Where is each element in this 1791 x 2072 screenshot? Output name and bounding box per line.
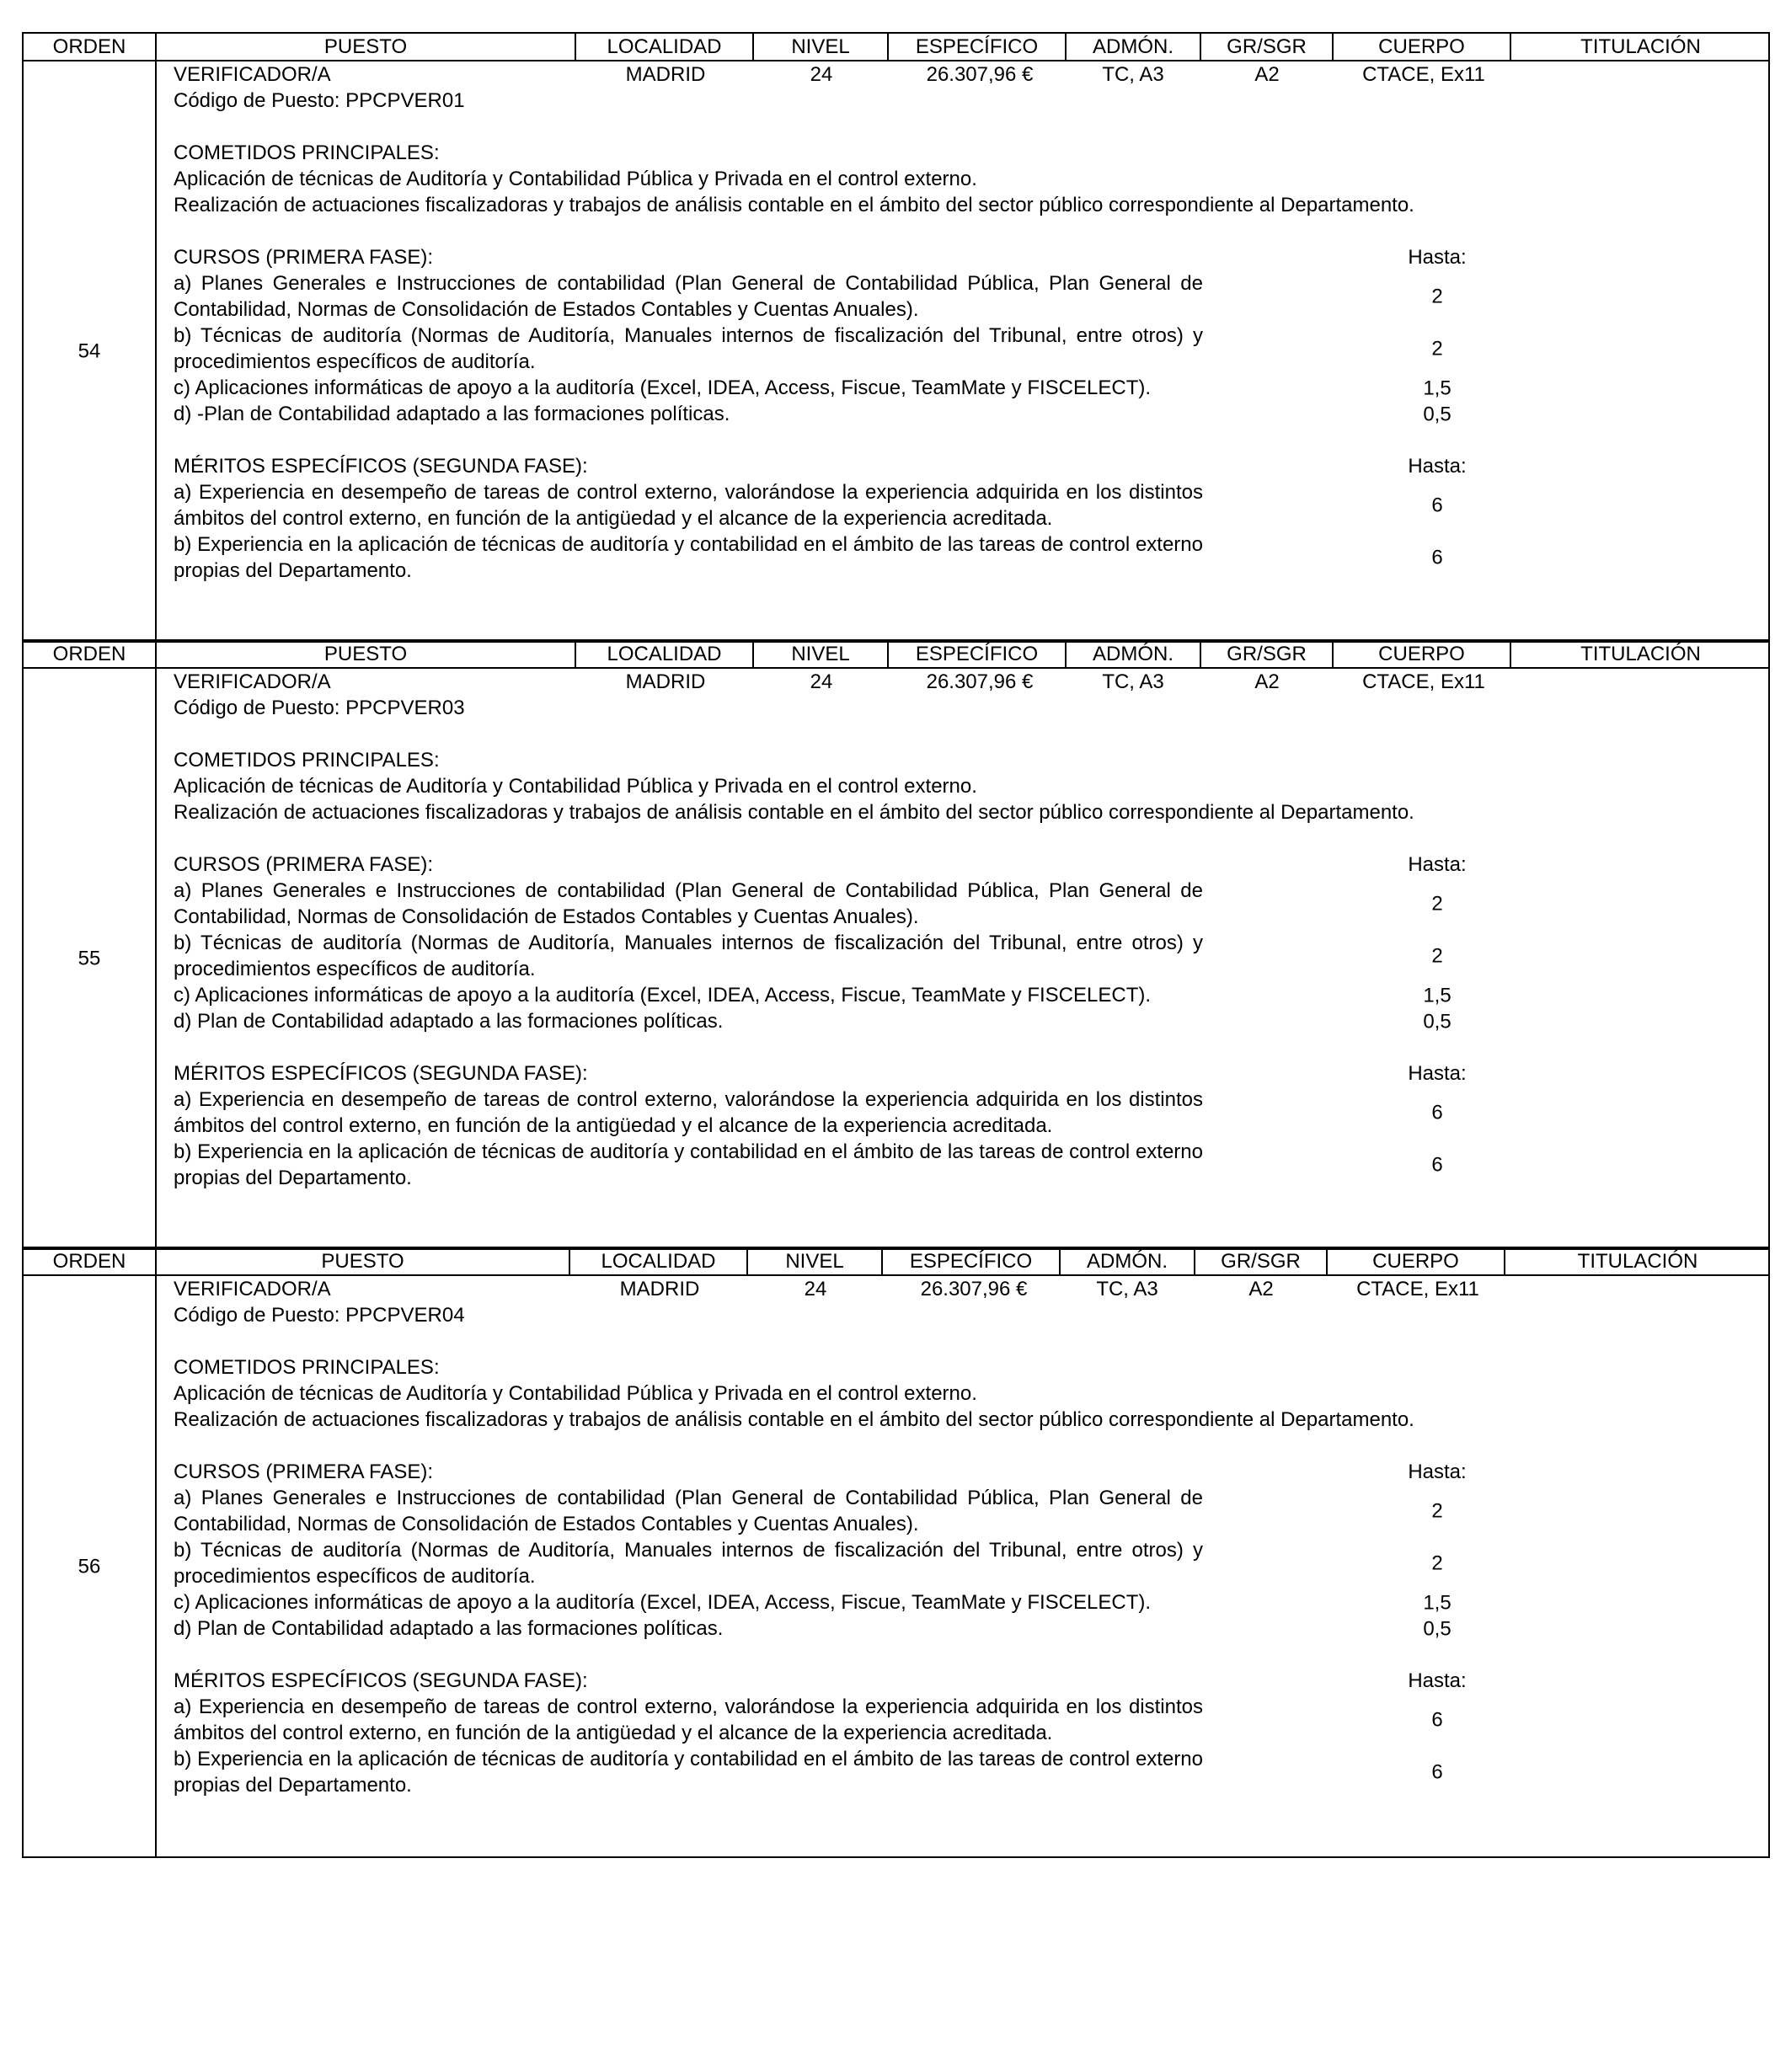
- merito-item: [174, 531, 1768, 584]
- puesto-summary-row: [174, 1276, 1768, 1302]
- puesto-name: VERIFICADOR/A: [174, 63, 331, 86]
- curso-text: b) Técnicas de auditoría (Normas de Auditoría, Manuales internos de fiscalización del Tribunal, entre otros) y procedimientos específicos de auditoría.: [174, 1539, 1203, 1588]
- curso-points: 1,5: [1423, 984, 1452, 1007]
- spacer: [174, 427, 1768, 453]
- header-cuerpo: CUERPO: [1328, 1248, 1505, 1274]
- spacer: [174, 1328, 1768, 1354]
- cometido-item: Realización de actuaciones fiscalizadoras y trabajos de análisis contable en el ámbito del sector público correspondiente al Departamento.: [174, 194, 1414, 216]
- header-nivel: NIVEL: [754, 641, 889, 667]
- cuerpo-value: CTACE, Ex11: [1362, 63, 1485, 86]
- curso-points: 2: [1431, 944, 1443, 968]
- merito-text: a) Experiencia en desempeño de tareas de control externo, valorándose la experiencia adquirida en los distintos ámbitos del control externo, en función de la antigüedad y el alcance de la experiencia acreditada.: [174, 1088, 1203, 1137]
- header-grsgr: GR/SGR: [1201, 34, 1334, 60]
- curso-item: [174, 1008, 1768, 1034]
- curso-item: [174, 1485, 1768, 1537]
- merito-item: [174, 479, 1768, 531]
- codigo-puesto: Código de Puesto: PPCPVER03: [174, 697, 465, 719]
- curso-item: [174, 323, 1768, 375]
- admon-value: TC, A3: [1102, 63, 1164, 86]
- codigo-puesto: Código de Puesto: PPCPVER01: [174, 89, 465, 112]
- header-puesto: PUESTO: [157, 34, 576, 60]
- spacer: [174, 1433, 1768, 1459]
- curso-item: [174, 270, 1768, 323]
- curso-points: 1,5: [1423, 376, 1452, 399]
- job-entry-55: [22, 639, 1770, 1250]
- header-puesto: PUESTO: [157, 1248, 570, 1274]
- curso-item: [174, 1589, 1768, 1615]
- orden-cell: [24, 61, 157, 641]
- merito-text: a) Experiencia en desempeño de tareas de control externo, valorándose la experiencia adquirida en los distintos ámbitos del control externo, en función de la antigüedad y el alcance de la experiencia acreditada.: [174, 481, 1203, 530]
- nivel-value: 24: [804, 1278, 827, 1300]
- orden-cell: [24, 669, 157, 1248]
- merito-text: b) Experiencia en la aplicación de técnicas de auditoría y contabilidad en el ámbito de las tareas de control externo propias del Departamento.: [174, 533, 1203, 582]
- grsgr-value: A2: [1254, 63, 1280, 86]
- cursos-title: CURSOS (PRIMERA FASE):: [174, 853, 434, 876]
- nivel-value: 24: [810, 63, 833, 86]
- curso-text: d) Plan de Contabilidad adaptado a las formaciones políticas.: [174, 1617, 724, 1640]
- meritos-header-row: [174, 1668, 1768, 1694]
- admon-value: TC, A3: [1096, 1278, 1158, 1300]
- orden-number: 56: [78, 1555, 101, 1578]
- cometido-item: Aplicación de técnicas de Auditoría y Contabilidad Pública y Privada en el control externo.: [174, 775, 977, 798]
- header-grsgr: GR/SGR: [1195, 1248, 1328, 1274]
- meritos-header-row: [174, 1060, 1768, 1087]
- header-orden: ORDEN: [24, 34, 157, 60]
- merito-points: 6: [1431, 546, 1443, 569]
- grsgr-value: A2: [1248, 1278, 1274, 1300]
- merito-text: b) Experiencia en la aplicación de técnicas de auditoría y contabilidad en el ámbito de las tareas de control externo propias del Departamento.: [174, 1748, 1203, 1797]
- curso-item: [174, 375, 1768, 401]
- header-titulacion: TITULACIÓN: [1580, 643, 1701, 665]
- especifico-value: 26.307,96 €: [926, 63, 1034, 86]
- admon-value: TC, A3: [1102, 670, 1164, 693]
- localidad-value: MADRID: [619, 1278, 700, 1300]
- cursos-header-row: [174, 1459, 1768, 1485]
- curso-points: 2: [1431, 1551, 1443, 1575]
- spacer: [174, 825, 1768, 852]
- header-nivel: NIVEL: [754, 34, 889, 60]
- cometido-item: Realización de actuaciones fiscalizadoras y trabajos de análisis contable en el ámbito del sector público correspondiente al Departamento.: [174, 1408, 1414, 1431]
- merito-points: 6: [1431, 1760, 1443, 1784]
- curso-text: a) Planes Generales e Instrucciones de contabilidad (Plan General de Contabilidad Pública, Plan General de Contabilidad, Normas de Consolidación de Estados Contables y Cuentas Anuales).: [174, 879, 1203, 928]
- meritos-title: MÉRITOS ESPECÍFICOS (SEGUNDA FASE):: [174, 1062, 588, 1085]
- meritos-title: MÉRITOS ESPECÍFICOS (SEGUNDA FASE):: [174, 1669, 588, 1692]
- merito-points: 6: [1431, 1101, 1443, 1124]
- curso-item: [174, 401, 1768, 427]
- orden-number: 55: [78, 947, 101, 970]
- merito-item: [174, 1087, 1768, 1139]
- curso-text: d) -Plan de Contabilidad adaptado a las formaciones políticas.: [174, 403, 730, 425]
- header-grsgr: GR/SGR: [1201, 641, 1334, 667]
- header-orden: ORDEN: [24, 1248, 157, 1274]
- cursos-hasta-label: Hasta:: [1408, 853, 1467, 876]
- grsgr-value: A2: [1254, 670, 1280, 693]
- header-admon: ADMÓN.: [1061, 1248, 1195, 1274]
- curso-text: c) Aplicaciones informáticas de apoyo a la auditoría (Excel, IDEA, Access, Fiscue, TeamMate y FISCELECT).: [174, 984, 1152, 1007]
- spacer: [174, 218, 1768, 244]
- curso-item: [174, 982, 1768, 1008]
- merito-item: [174, 1694, 1768, 1746]
- orden-cell: [24, 1276, 157, 1856]
- curso-points: 2: [1431, 337, 1443, 360]
- curso-item: [174, 930, 1768, 982]
- puesto-summary-row: [174, 61, 1768, 88]
- header-orden: ORDEN: [24, 641, 157, 667]
- spacer: [174, 1642, 1768, 1668]
- curso-item: [174, 1615, 1768, 1642]
- table-header: [24, 1248, 1768, 1276]
- cuerpo-value: CTACE, Ex11: [1356, 1278, 1479, 1300]
- cometidos-title: COMETIDOS PRINCIPALES:: [174, 749, 440, 772]
- cometidos-title: COMETIDOS PRINCIPALES:: [174, 1356, 440, 1379]
- merito-text: b) Experiencia en la aplicación de técnicas de auditoría y contabilidad en el ámbito de las tareas de control externo propias del Departamento.: [174, 1140, 1203, 1189]
- curso-text: d) Plan de Contabilidad adaptado a las formaciones políticas.: [174, 1010, 724, 1033]
- table-header: [24, 34, 1768, 61]
- puesto-name: VERIFICADOR/A: [174, 670, 331, 693]
- especifico-value: 26.307,96 €: [926, 670, 1034, 693]
- puesto-detail: [174, 61, 1768, 584]
- localidad-value: MADRID: [625, 670, 706, 693]
- curso-points: 1,5: [1423, 1591, 1452, 1614]
- merito-points: 6: [1431, 1708, 1443, 1732]
- cuerpo-value: CTACE, Ex11: [1362, 670, 1485, 693]
- header-especifico: ESPECÍFICO: [883, 1248, 1061, 1274]
- job-entry-54: [22, 32, 1770, 643]
- cometidos-title: COMETIDOS PRINCIPALES:: [174, 142, 440, 164]
- header-nivel: NIVEL: [748, 1248, 883, 1274]
- cometido-item: Aplicación de técnicas de Auditoría y Contabilidad Pública y Privada en el control externo.: [174, 1382, 977, 1405]
- job-entry-56: [22, 1247, 1770, 1858]
- header-titulacion: TITULACIÓN: [1577, 1250, 1698, 1273]
- curso-text: a) Planes Generales e Instrucciones de contabilidad (Plan General de Contabilidad Pública, Plan General de Contabilidad, Normas de Consolidación de Estados Contables y Cuentas Anuales).: [174, 272, 1203, 321]
- merito-item: [174, 1746, 1768, 1798]
- meritos-title: MÉRITOS ESPECÍFICOS (SEGUNDA FASE):: [174, 455, 588, 478]
- merito-points: 6: [1431, 494, 1443, 517]
- puesto-detail: [174, 1276, 1768, 1798]
- spacer: [174, 721, 1768, 747]
- puesto-summary-row: [174, 669, 1768, 695]
- cometido-item: Aplicación de técnicas de Auditoría y Contabilidad Pública y Privada en el control externo.: [174, 168, 977, 190]
- curso-points: 0,5: [1423, 403, 1452, 425]
- header-puesto: PUESTO: [157, 641, 576, 667]
- curso-item: [174, 1537, 1768, 1589]
- curso-text: a) Planes Generales e Instrucciones de contabilidad (Plan General de Contabilidad Pública, Plan General de Contabilidad, Normas de Consolidación de Estados Contables y Cuentas Anuales).: [174, 1487, 1203, 1535]
- cursos-title: CURSOS (PRIMERA FASE):: [174, 246, 434, 269]
- curso-text: b) Técnicas de auditoría (Normas de Auditoría, Manuales internos de fiscalización del Tribunal, entre otros) y procedimientos específicos de auditoría.: [174, 324, 1203, 373]
- nivel-value: 24: [810, 670, 833, 693]
- merito-text: a) Experiencia en desempeño de tareas de control externo, valorándose la experiencia adquirida en los distintos ámbitos del control externo, en función de la antigüedad y el alcance de la experiencia acreditada.: [174, 1696, 1203, 1744]
- curso-item: [174, 878, 1768, 930]
- especifico-value: 26.307,96 €: [920, 1278, 1028, 1300]
- localidad-value: MADRID: [625, 63, 706, 86]
- header-cuerpo: CUERPO: [1334, 34, 1511, 60]
- curso-points: 2: [1431, 1499, 1443, 1523]
- meritos-hasta-label: Hasta:: [1408, 1669, 1467, 1692]
- cursos-hasta-label: Hasta:: [1408, 1461, 1467, 1483]
- spacer: [174, 1034, 1768, 1060]
- meritos-hasta-label: Hasta:: [1408, 1062, 1467, 1085]
- header-titulacion: TITULACIÓN: [1580, 35, 1701, 58]
- curso-points: 2: [1431, 285, 1443, 308]
- cursos-header-row: [174, 852, 1768, 878]
- header-localidad: LOCALIDAD: [576, 641, 754, 667]
- curso-points: 2: [1431, 892, 1443, 916]
- header-cuerpo: CUERPO: [1334, 641, 1511, 667]
- header-especifico: ESPECÍFICO: [889, 34, 1067, 60]
- cursos-title: CURSOS (PRIMERA FASE):: [174, 1461, 434, 1483]
- header-localidad: LOCALIDAD: [576, 34, 754, 60]
- meritos-hasta-label: Hasta:: [1408, 455, 1467, 478]
- cometido-item: Realización de actuaciones fiscalizadoras y trabajos de análisis contable en el ámbito del sector público correspondiente al Departamento.: [174, 801, 1414, 824]
- curso-points: 0,5: [1423, 1617, 1452, 1640]
- curso-text: c) Aplicaciones informáticas de apoyo a la auditoría (Excel, IDEA, Access, Fiscue, TeamMate y FISCELECT).: [174, 376, 1152, 399]
- header-especifico: ESPECÍFICO: [889, 641, 1067, 667]
- curso-text: c) Aplicaciones informáticas de apoyo a la auditoría (Excel, IDEA, Access, Fiscue, TeamMate y FISCELECT).: [174, 1591, 1152, 1614]
- merito-item: [174, 1139, 1768, 1191]
- merito-points: 6: [1431, 1153, 1443, 1177]
- table-header: [24, 641, 1768, 669]
- spacer: [174, 114, 1768, 140]
- curso-text: b) Técnicas de auditoría (Normas de Auditoría, Manuales internos de fiscalización del Tribunal, entre otros) y procedimientos específicos de auditoría.: [174, 932, 1203, 980]
- puesto-name: VERIFICADOR/A: [174, 1278, 331, 1300]
- header-admon: ADMÓN.: [1067, 34, 1201, 60]
- header-admon: ADMÓN.: [1067, 641, 1201, 667]
- puesto-detail: [174, 669, 1768, 1191]
- codigo-puesto: Código de Puesto: PPCPVER04: [174, 1304, 465, 1327]
- cursos-hasta-label: Hasta:: [1408, 246, 1467, 269]
- meritos-header-row: [174, 453, 1768, 479]
- curso-points: 0,5: [1423, 1010, 1452, 1033]
- header-localidad: LOCALIDAD: [570, 1248, 748, 1274]
- orden-number: 54: [78, 339, 101, 363]
- cursos-header-row: [174, 244, 1768, 270]
